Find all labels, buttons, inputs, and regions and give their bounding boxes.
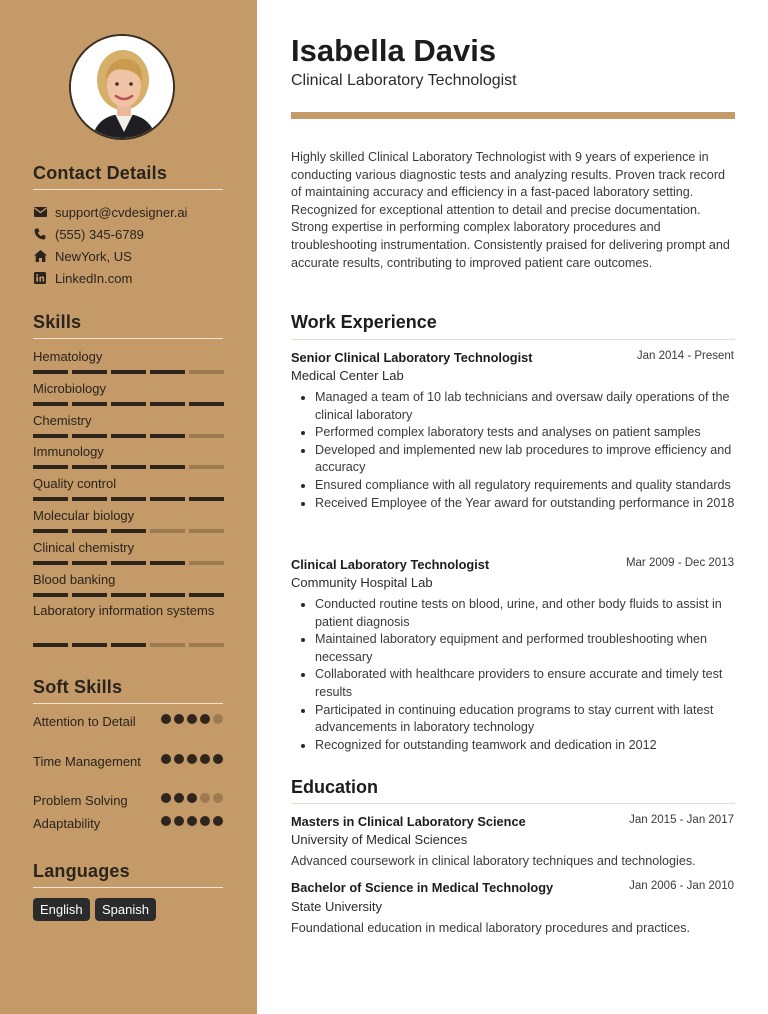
skill-item (33, 508, 223, 538)
contact-email[interactable] (33, 203, 187, 221)
school-name: State University (291, 899, 383, 914)
home-icon (33, 249, 47, 263)
profile-photo (71, 36, 175, 140)
job-employer: Medical Center Lab (291, 368, 404, 383)
soft-skill-item (33, 753, 223, 770)
skill-name: Chemistry (33, 413, 92, 428)
candidate-role: Clinical Laboratory Technologist (291, 72, 517, 89)
school-name: University of Medical Sciences (291, 832, 468, 847)
skill-item (33, 572, 223, 602)
contact-section-title: Contact Details (33, 163, 168, 183)
list-item: Recognized for outstanding teamwork and dedication in 2012 (297, 737, 737, 755)
job-bullets (297, 596, 737, 754)
divider (33, 887, 223, 888)
skill-name: Immunology (33, 444, 104, 459)
skill-level-bar (33, 370, 224, 374)
language-badge-english: English (33, 898, 90, 921)
email-icon (33, 205, 47, 219)
education-description: Foundational education in medical laboratory procedures and practices. (291, 921, 691, 935)
skill-level-bar (33, 465, 224, 469)
skill-name: Molecular biology (33, 508, 135, 523)
skills-section-title: Skills (33, 312, 82, 332)
education-section-title: Education (291, 777, 379, 797)
soft-skill-name: Time Management (33, 754, 141, 769)
contact-phone-text: (555) 345-6789 (55, 226, 144, 242)
job-title: Clinical Laboratory Technologist (291, 557, 490, 572)
soft-skill-item (33, 792, 223, 809)
education-dates: Jan 2015 - Jan 2017 (629, 814, 734, 826)
skill-item (33, 444, 223, 474)
list-item: Collaborated with healthcare providers to ensure accurate and timely test results (297, 666, 737, 701)
skill-item (33, 540, 223, 570)
job-title: Senior Clinical Laboratory Technologist (291, 350, 533, 365)
skill-item (33, 413, 223, 443)
skill-name: Laboratory information systems (33, 603, 215, 618)
contact-location-text: NewYork, US (55, 248, 132, 264)
phone-icon (33, 227, 47, 241)
linkedin-icon (33, 271, 47, 285)
list-item: Performed complex laboratory tests and analyses on patient samples (297, 424, 737, 442)
job-employer: Community Hospital Lab (291, 575, 433, 590)
soft-skill-rating (161, 816, 223, 826)
skill-item (33, 476, 223, 506)
list-item: Received Employee of the Year award for outstanding performance in 2018 (297, 495, 737, 513)
degree-title: Bachelor of Science in Medical Technology (291, 880, 554, 895)
skill-name: Blood banking (33, 572, 116, 587)
skill-name: Microbiology (33, 381, 106, 396)
skill-item (33, 349, 223, 379)
skill-item (33, 603, 223, 651)
skill-name: Hematology (33, 349, 103, 364)
skill-level-bar (33, 593, 224, 597)
contact-linkedin[interactable] (33, 269, 132, 287)
job-dates: Mar 2009 - Dec 2013 (625, 557, 734, 569)
soft-skill-rating (161, 754, 223, 764)
skill-level-bar (33, 529, 224, 533)
education-description: Advanced coursework in clinical laboratory techniques and technologies. (291, 854, 696, 868)
soft-skill-name: Adaptability (33, 816, 101, 831)
soft-skill-rating (161, 714, 223, 724)
degree-title: Masters in Clinical Laboratory Science (291, 814, 526, 829)
profile-summary: Highly skilled Clinical Laboratory Technologist with 9 years of experience in conducting various diagnostic tests and analyzing results. Proven track record of maintaining accuracy and efficiency in a fast-paced laboratory setting. Recognized for exceptional attention to detail and precise documentation. Strong expertise in performing complex laboratory procedures and troubleshooting instrumentation. Consistently praised for delivering prompt and accurate results, contributing to improved patient care outcomes. (291, 150, 730, 270)
divider (33, 338, 223, 339)
divider (291, 339, 735, 340)
candidate-name: Isabella Davis (291, 33, 497, 68)
contact-email-text: support@cvdesigner.ai (55, 204, 188, 220)
soft-skill-name: Attention to Detail (33, 714, 136, 729)
skill-level-bar (33, 561, 224, 565)
skill-level-bar (33, 497, 224, 501)
soft-skill-rating (161, 793, 223, 803)
soft-skill-item (33, 713, 223, 730)
contact-location (33, 247, 132, 265)
divider (291, 803, 735, 804)
sidebar (0, 0, 257, 1014)
divider (33, 703, 223, 704)
list-item: Ensured compliance with all regulatory requirements and quality standards (297, 477, 737, 495)
education-dates: Jan 2006 - Jan 2010 (629, 880, 734, 892)
list-item: Participated in continuing education programs to stay current with latest advancements in laboratory technology (297, 702, 737, 737)
skill-name: Quality control (33, 476, 117, 491)
list-item: Conducted routine tests on blood, urine, and other body fluids to assist in patient diagnosis (297, 596, 737, 631)
soft-skills-section-title: Soft Skills (33, 677, 123, 697)
soft-skill-name: Problem Solving (33, 793, 128, 808)
job-bullets (297, 389, 737, 512)
work-section-title: Work Experience (291, 312, 437, 332)
languages-section-title: Languages (33, 861, 130, 881)
soft-skill-item (33, 815, 223, 832)
avatar (69, 34, 175, 140)
skill-level-bar (33, 643, 224, 647)
list-item: Maintained laboratory equipment and performed troubleshooting when necessary (297, 631, 737, 666)
list-item: Developed and implemented new lab procedures to improve efficiency and accuracy (297, 442, 737, 477)
divider (33, 189, 223, 190)
contact-phone[interactable] (33, 225, 144, 243)
skill-name: Clinical chemistry (33, 540, 135, 555)
skill-item (33, 381, 223, 411)
accent-bar (291, 112, 735, 119)
language-badge-spanish: Spanish (95, 898, 156, 921)
job-dates: Jan 2014 - Present (636, 350, 734, 362)
skill-level-bar (33, 402, 224, 406)
contact-linkedin-text: LinkedIn.com (55, 270, 133, 286)
skill-level-bar (33, 434, 224, 438)
list-item: Managed a team of 10 lab technicians and oversaw daily operations of the clinical laboratory (297, 389, 737, 424)
